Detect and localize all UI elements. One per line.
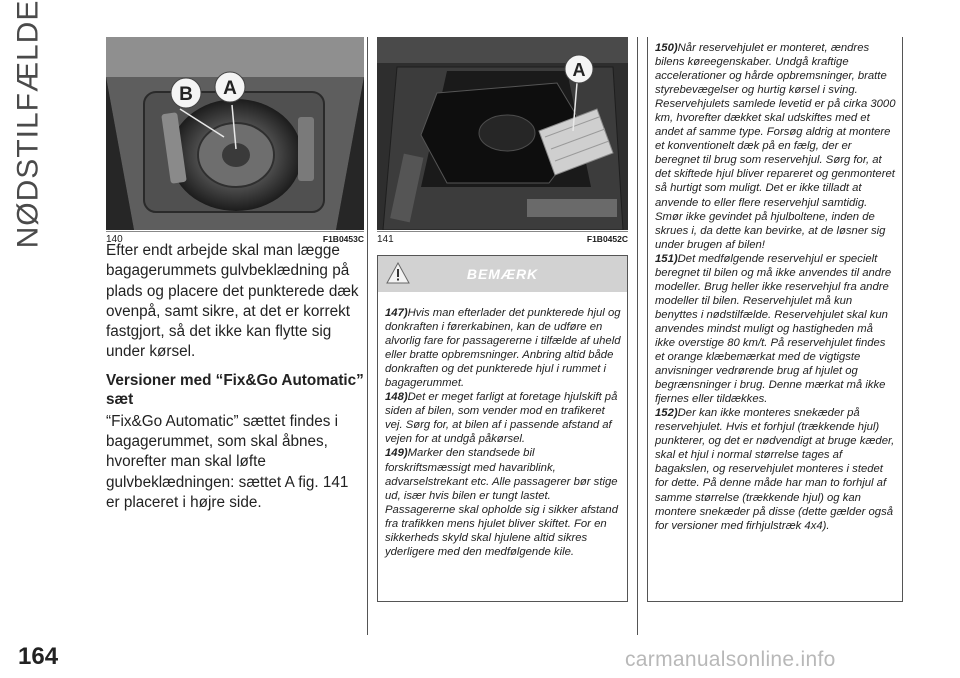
note-item-number: 151) xyxy=(655,252,678,265)
column-rule-left xyxy=(367,37,368,635)
note-item-text: Marker den standsede bil forskriftsmæssigt med havariblink, advarselstrekant etc. Alle passagerer bør stige ud, især hvis bilen er tungt lastet. Passagererne skal opholde sig i sikker afstand fra trafikken mens hjulet bliver skiftet. For en sikkerheds skyld skal hjulene altid sikres yderligere med den medfølgende kile. xyxy=(385,447,618,558)
note-item xyxy=(385,306,621,390)
note-title: BEMÆRK xyxy=(466,266,539,282)
note-item-text: Der kan ikke monteres snekæder på reservehjulet. Hvis et forhjul (trækkende hjul) punkterer, og det er nødvendigt at bruge kæder, skal et hjul i normal størrelse tages af bagakslen, og reservehjulet monteres i stedet for dette. På denne måde har man to forhjul af samme størrelse (trækkende hjul) og kan montere snekæder på disse (dette gælder også for versioner med firhjulstræk 4x4). xyxy=(655,407,895,532)
figure-140-number: 140 xyxy=(106,233,123,245)
note-text-continued xyxy=(648,37,902,533)
figure-141-caption xyxy=(377,231,628,245)
figure-141-label-a: A xyxy=(572,60,586,80)
note-text xyxy=(378,292,627,559)
figure-140-label-b: B xyxy=(179,84,193,105)
note-item xyxy=(655,252,896,407)
note-box-warning xyxy=(377,255,628,602)
warning-icon xyxy=(386,262,410,284)
note-item-number: 147) xyxy=(385,307,408,319)
note-item-text: Når reservehjulet er monteret, ændres bilens køreegenskaber. Undgå kraftige accelerationer og hårde opbremsninger, bratte styrebevægelser og hurtig kørsel i sving. Reservehjulets samlede levetid er på cirka 3000 km, hvorefter dækket skal udskiftes med et andet af samme type. Forsøg aldrig at montere et konventionelt dæk på en fælg, der er beregnet til brug som reservehjul. Sørg for, at det skiftede hjul bliver repareret og genmonteret så hurtigt som muligt. Det er ikke tilladt at anvende to eller flere reservehjul samtidig. Smør ikke gevindet på hjulboltene, inden de skrues i, da dette kan bevirke, at de løsner sig under brugen af bilen! xyxy=(655,42,896,251)
trunk-spare-wheel-illustration xyxy=(106,37,364,230)
note-item xyxy=(655,41,896,252)
note-item-number: 148) xyxy=(385,391,408,404)
figure-140-code: F1B0453C xyxy=(322,234,364,244)
column-rule-right xyxy=(637,37,638,635)
note-item xyxy=(655,406,896,532)
note-item-text: Hvis man efterlader det punkterede hjul og donkraften i førerkabinen, kan de udføre en alvorlig fare for passagererne i tilfælde af uheld eller bratte opbremsninger. Anbring altid både donkraften og det punkterede hjul i rummet i bagagerummet. xyxy=(385,307,621,390)
note-item-text: Det er meget farligt at foretage hjulskift på siden af bilen, som vender mod en trafikeret vej. Sørg for, at bilen af i passende afstand af vejen for at undgå påkørsel. xyxy=(385,391,618,446)
note-item xyxy=(385,446,621,558)
body-paragraph-2: “Fix&Go Automatic” sættet findes i bagagerummet, som skal åbnes, hvorefter man skal løfte gulvbeklædningen: sættet A fig. 141 er placeret i højre side. xyxy=(106,412,349,511)
note-header xyxy=(378,256,627,292)
note-box-continued xyxy=(647,37,903,602)
body-text xyxy=(106,241,364,521)
section-heading-fix-and-go: Versioner med “Fix&Go Automatic” sæt xyxy=(106,371,364,408)
note-item-number: 152) xyxy=(655,407,678,420)
figure-141-code: F1B0452C xyxy=(586,234,628,244)
figure-140-label-a: A xyxy=(223,78,237,99)
figure-140-image xyxy=(106,37,364,230)
body-paragraph-1: Efter endt arbejde skal man lægge bagagerummets gulvbeklædning på plads og placere det punkterede dæk ovenpå, samt sikre, at det er korrekt fastgjort, så det ikke kan flytte sig under kørsel. xyxy=(106,242,359,361)
note-item-number: 150) xyxy=(655,42,678,54)
watermark: carmanualsonline.info xyxy=(625,648,836,671)
note-item xyxy=(385,390,621,446)
fix-and-go-kit-illustration xyxy=(377,37,628,230)
section-title-text: NØDSTILFÆLDE xyxy=(11,0,44,249)
figure-141-image xyxy=(377,37,628,230)
page-number: 164 xyxy=(18,643,59,670)
figure-141-number: 141 xyxy=(377,233,394,245)
section-title xyxy=(10,0,46,249)
note-item-text: Det medfølgende reservehjul er specielt beregnet til bilen og må ikke anvendes til andre modeller. Brug heller ikke reservehjul fra andre modeller til bilen. Reservehjulet må kun benyttes i nødstilfælde. Reservehjulet skal kun anvendes mindst muligt og hastigheden må ikke overstige 80 km/t. På reservehjulet findes et orange klæbemærkat med de vigtigste anvisninger vedrørende brug af hjulet og begrænsninger i brug. Denne mærkat må ikke fjernes eller tildækkes. xyxy=(655,252,892,406)
note-item-number: 149) xyxy=(385,447,408,460)
